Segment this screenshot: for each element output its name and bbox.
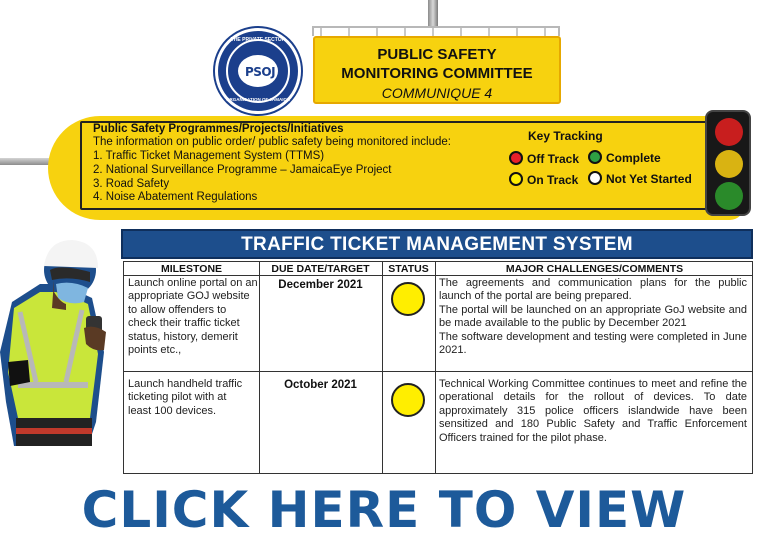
header-milestone: MILESTONE [160,263,223,275]
title-line-1: PUBLIC SAFETY [377,46,497,63]
logo-bottom-text: ORGANISATION OF JAMAICA [226,97,290,102]
amber-lamp [715,150,743,178]
column-divider [435,262,436,473]
red-lamp [715,118,743,146]
milestone-cell: Launch online portal on an appropriate GOJ website to allow offenders to check their traffic ticket status, history, demerit points etc., [128,277,258,357]
traffic-officer-image [0,232,118,450]
table-title: TRAFFIC TICKET MANAGEMENT SYSTEM [121,229,753,259]
key-off-track: Off Track [527,152,580,166]
on-track-status-icon [391,282,425,316]
row-divider [124,371,752,372]
key-complete: Complete [606,151,661,165]
programme-item: 1. Traffic Ticket Management System (TTMS) [93,150,325,162]
psoj-logo [215,28,301,114]
key-not-yet-started: Not Yet Started [606,172,692,186]
on-track-dot-icon [509,172,523,186]
logo-mark: PSOJ [244,65,276,79]
due-date-cell: December 2021 [278,279,363,291]
on-track-status-icon [391,383,425,417]
title-line-2: MONITORING COMMITTEE [341,65,533,82]
column-divider [259,262,260,473]
traffic-light-icon [705,110,751,216]
not-started-dot-icon [588,171,602,185]
title-sign [313,36,561,104]
programmes-intro: The information on public order/ public safety being monitored include: [93,136,451,148]
column-divider [382,262,383,473]
programme-item: 4. Noise Abatement Regulations [93,191,258,203]
sign-pole [428,0,438,28]
header-status: STATUS [388,263,429,275]
programmes-title: Public Safety Programmes/Projects/Initiatives [93,123,344,135]
header-comments: MAJOR CHALLENGES/COMMENTS [505,263,684,275]
programme-item: 3. Road Safety [93,178,170,190]
programme-item: 2. National Surveillance Programme – JamaicaEye Project [93,164,392,176]
key-tracking-title: Key Tracking [528,129,603,143]
table-header [124,262,752,276]
comment-line: The portal will be launched on an appropriate GoJ website and be made available to the public by December 2021 [439,303,747,330]
comment-line: The agreements and communication plans for the public launch of the portal are being prepared. [439,277,747,303]
click-here-to-view-link[interactable]: CLICK HERE TO VIEW [81,481,687,539]
green-lamp [715,182,743,210]
header-due-date: DUE DATE/TARGET [271,263,370,275]
milestone-cell: Launch handheld traffic ticketing pilot with at least 100 devices. [128,378,243,417]
due-date-cell: October 2021 [284,379,357,391]
comment-cell [439,378,747,445]
milestone-table [123,261,753,474]
comment-line: The software development and testing were completed in June 2021. [439,330,747,357]
logo-emblem [238,55,278,87]
comment-cell [439,277,747,357]
comment-line: Technical Working Committee continues to meet and refine the operational details for the rollout of devices. To date approximately 315 police officers islandwide have been sensitized and 180 Public Safety and Traffic Enforcement Officers trained for the pilot phase. [439,378,747,444]
communique-label: COMMUNIQUE 4 [381,85,493,101]
key-on-track: On Track [527,173,579,187]
sign-frame-slats [320,28,552,36]
logo-top-text: THE PRIVATE SECTOR [230,37,286,43]
complete-dot-icon [588,150,602,164]
off-track-dot-icon [509,151,523,165]
